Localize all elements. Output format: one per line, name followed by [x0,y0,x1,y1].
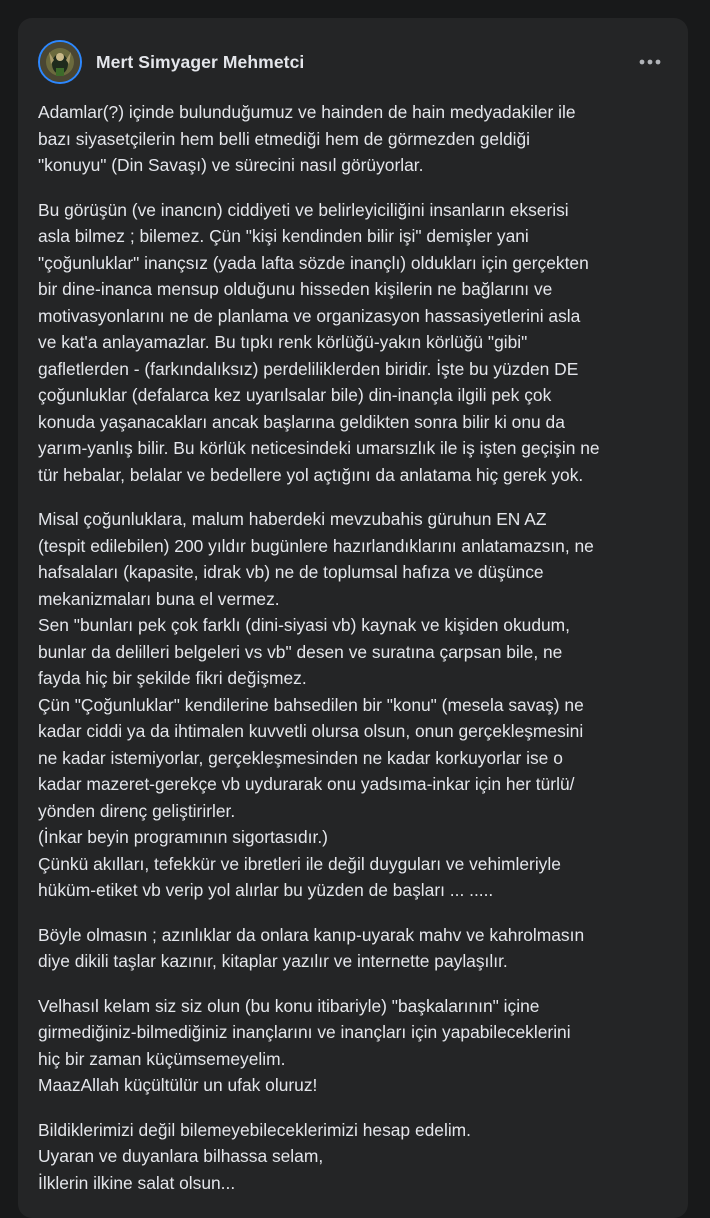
post-text-line: diye dikili taşlar kazınır, kitaplar yazılır ve internette paylaşılır. [38,951,508,971]
post-text-line: fayda hiç bir şekilde fikri değişmez. [38,668,307,688]
post-paragraph [38,99,680,179]
post-text-line: ne kadar istemiyorlar, gerçekleşmesinden ne kadar korkuyorlar ise o [38,747,563,768]
post-text-line: bir dine-inanca mensup olduğunu hisseden kişilerin ne bağlarını ve [38,279,553,299]
post-text-line: "konuyu" (Din Savaşı) ve sürecini nasıl görüyorlar. [38,155,424,175]
post-text-line: hüküm-etiket vb verip yol alırlar bu yüzden de başları ... ..... [38,880,494,900]
post-text-line: bazı siyasetçilerin hem belli etmediği hem de görmezden geldiği [38,128,531,149]
post-text-line: motivasyonlarını ne de planlama ve organizasyon hassasiyetlerini asla [38,305,581,326]
post-card [18,18,688,1218]
post-text-line: bunlar da delilleri belgeleri vs vb" desen ve suratına çarpsan bile, ne [38,641,563,662]
post-text-line: ve kat'a anlayamazlar. Bu tıpkı renk körlüğü-yakın körlüğü "gibi" [38,332,528,352]
post-text-line: (İnkar beyin programının sigortasıdır.) [38,827,328,847]
author-name[interactable]: Mert Simyager Mehmetci [96,51,305,72]
post-text-line: hafsalaları (kapasite, idrak vb) ne de toplumsal hafıza ve düşünce [38,562,544,582]
post-text-line: Çün "Çoğunluklar" kendilerine bahsedilen bir "konu" (mesela savaş) ne [38,694,584,715]
post-text-line: Velhasıl kelam siz siz olun (bu konu itibariyle) "başkalarının" içine [38,995,540,1016]
more-options-button[interactable] [632,44,668,80]
post-text-line: MaazAllah küçültülür un ufak oluruz! [38,1075,318,1095]
post-text-line: "çoğunluklar" inançsız (yada lafta sözde inançlı) oldukları için gerçekten [38,252,589,273]
more-options-icon [639,59,661,65]
post-text-line: Çünkü akılları, tefekkür ve ibretleri ile değil duyguları ve vehimleriyle [38,853,561,874]
post-text-line: Böyle olmasın ; azınlıklar da onlara kanıp-uyarak mahv ve kahrolmasın [38,924,585,945]
post-text-line: Misal çoğunluklara, malum haberdeki mevzubahis güruhun EN AZ [38,509,547,529]
post-text-line: gafletlerden - (farkındalıksız) perdeliliklerden biridir. İşte bu yüzden DE [38,358,579,379]
post-text-line: hiç bir zaman küçümsemeyelim. [38,1048,286,1069]
post-text-line: Uyaran ve duyanlara bilhassa selam, [38,1146,324,1166]
post-paragraph [38,197,680,489]
post-text-line: kadar ciddi ya da ihtimalen kuvvetli olursa olsun, onun gerçekleşmesini [38,721,584,741]
post-text-line: tür hebalar, belalar ve bedellere yol açtığını da anlatama hiç gerek yok. [38,464,584,485]
post-text-line: yarım-yanlış bilir. Bu körlük neticesindeki umarsızlık ile iş işten geçişin ne [38,438,600,458]
post-text-line: Bu görüşün (ve inancın) ciddiyeti ve belirleyiciliğini insanların ekserisi [38,199,569,220]
post-text-line: Adamlar(?) içinde bulunduğumuz ve hainden de hain medyadakiler ile [38,102,576,122]
post-text-line: asla bilmez ; bilemez. Çün "kişi kendinden bilir işi" demişler yani [38,226,529,246]
author-avatar[interactable] [38,40,82,84]
profile-photo-icon [40,42,80,82]
post-header [38,38,668,86]
post-text-line: İlklerin ilkine salat olsun... [38,1172,236,1193]
post-paragraph [38,993,680,1099]
post-text-line: çoğunluklar (defalarca kez uyarılsalar bile) din-inançla ilgili pek çok [38,385,552,405]
post-paragraph [38,922,680,975]
post-text-line: konuda yaşanacakları ancak başlarına geldikten sonra bilir ki onu da [38,411,565,432]
post-text-line: Sen "bunları pek çok farklı (dini-siyasi vb) kaynak ve kişiden okudum, [38,615,570,635]
post-text-line: (tespit edilebilen) 200 yıldır bugünlere hazırlandıklarını anlatamazsın, ne [38,535,594,556]
post-text-line: Bildiklerimizi değil bilemeyebileceklerimizi hesap edelim. [38,1119,471,1140]
post-text-line: kadar mazeret-gerekçe vb uydurarak onu yadsıma-inkar için her türlü/ [38,774,575,794]
post-text [38,99,680,1214]
post-text-line: girmediğiniz-bilmediğiniz inançlarını ve inançları için yapabileceklerini [38,1022,571,1042]
post-text-line: mekanizmaları buna el vermez. [38,588,280,609]
post-text-line: yönden direnç geliştirirler. [38,800,236,821]
post-paragraph [38,506,680,904]
post-paragraph [38,1117,680,1197]
